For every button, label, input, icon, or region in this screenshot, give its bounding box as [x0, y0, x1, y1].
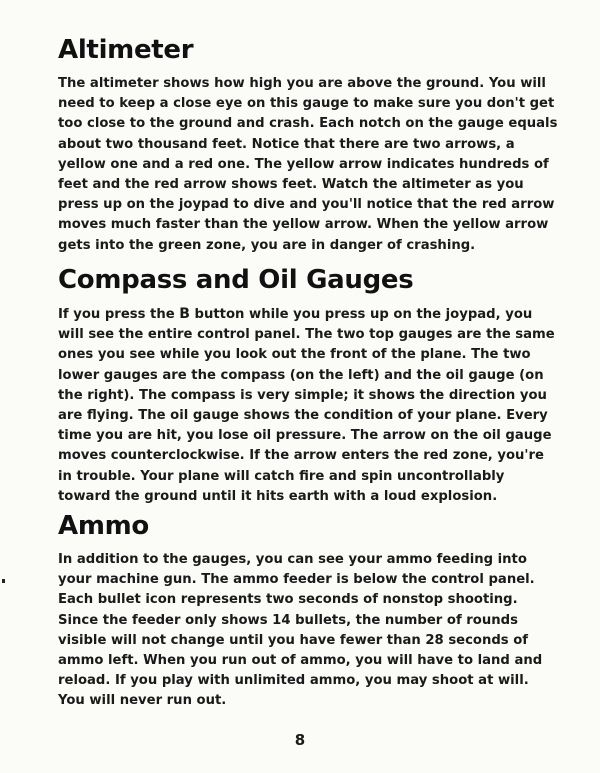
section-heading-ammo: Ammo	[58, 511, 149, 541]
body-text-start: If you press the	[58, 307, 180, 322]
section-ammo	[58, 510, 558, 712]
section-body-compass-oil	[58, 304, 558, 507]
section-body-ammo: In addition to the gauges, you can see your ammo feeding into your machine gun. The ammo feeder is below the control panel. Each bullet icon represents two seconds of nonstop shooting. Since the feeder only shows 14 bullets, the number of rounds visible will not change until you have fewer than 28 seconds of ammo left. When you run out of ammo, you will have to land and reload. If you play with unlimited ammo, you may shoot at will. You will never run out.	[58, 552, 543, 709]
section-compass-oil	[58, 264, 558, 507]
section-heading-altimeter: Altimeter	[58, 35, 194, 65]
section-body-altimeter: The altimeter shows how high you are above the ground. You will need to keep a close eye on this gauge to make sure you don't get too close to the ground and crash. Each notch on the gauge equals about two thousand feet. Notice that there are two arrows, a yellow one and a red one. The yellow arrow indicates hundreds of feet and the red arrow shows feet. Watch the altimeter as you press up on the joypad to dive and you'll notice that the red arrow moves much faster than the yellow arrow. When the yellow arrow gets into the green zone, you are in danger of crashing.	[58, 76, 558, 253]
page-number: 8	[294, 731, 306, 749]
section-heading-compass-oil: Compass and Oil Gauges	[58, 265, 414, 295]
body-text-rest: button while you press up on the joypad, you will see the entire control panel. The two top gauges are the same ones you see while you look out the front of the plane. The two lower gauges are the compass (on the left) and the oil gauge (on the right). The compass is very simple; it shows the direction you are flying. The oil gauge shows the condition of your plane. Every time you are hit, you lose oil pressure. The arrow on the oil gauge moves counterclockwise. If the arrow enters the red zone, you're in trouble. Your plane will catch fire and spin uncontrollably toward the ground until it hits earth with a loud explosion.	[58, 307, 555, 504]
b-button-label: B	[179, 306, 190, 322]
section-altimeter	[58, 34, 558, 256]
scan-mark	[2, 579, 5, 583]
